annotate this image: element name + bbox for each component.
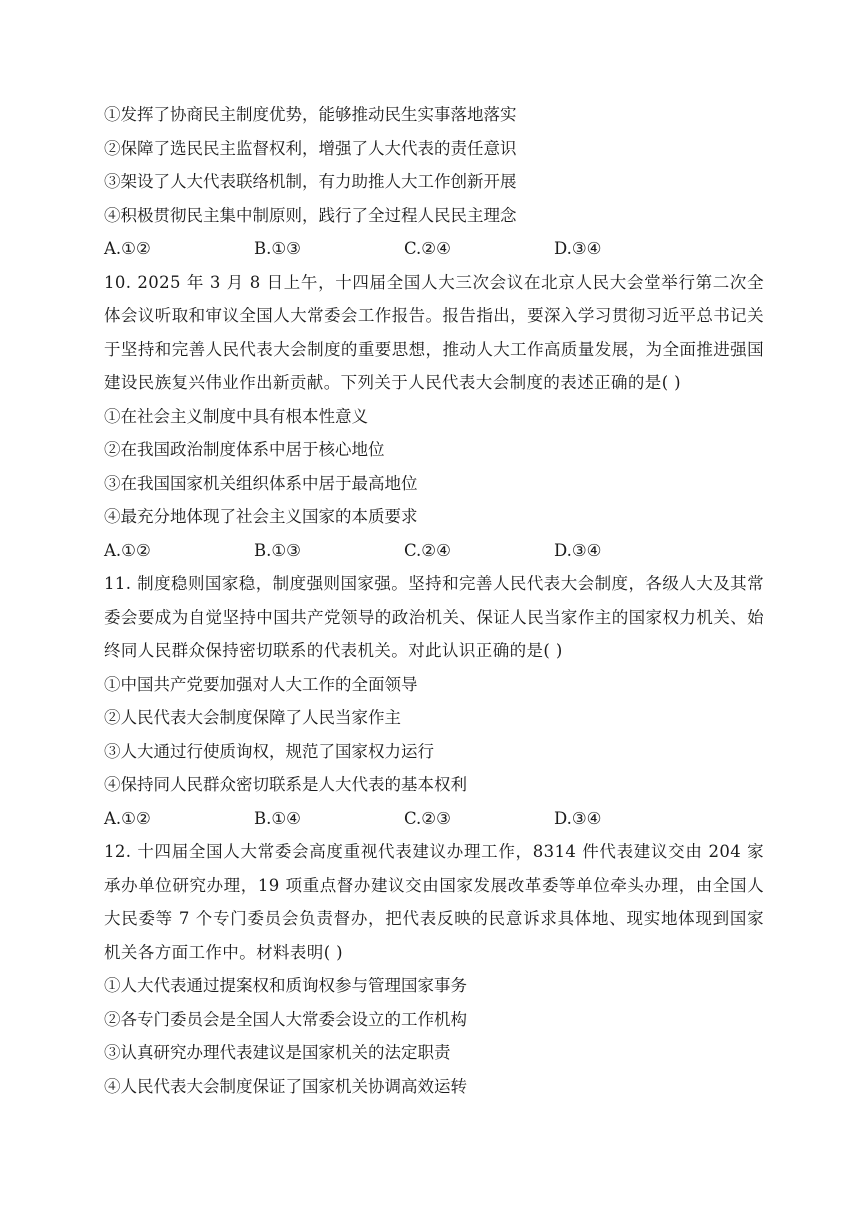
q9-option-2: ②保障了选民民主监督权利，增强了人大代表的责任意识 [104,138,517,158]
q9-option-1: ①发挥了协商民主制度优势，能够推动民生实事落地落实 [104,105,517,124]
q12-option-1: ①人大代表通过提案权和质询权参与管理国家事务 [104,976,467,995]
q12-option-2: ②各专门委员会是全国人大常委会设立的工作机构 [104,1009,467,1029]
q9-choice-d: D.③④ [554,239,602,258]
q11-choice-b: B.①④ [254,808,301,828]
q10-choice-c: C.②④ [404,540,451,560]
q10-choice-a: A.①② [104,540,151,560]
q12-option-3: ③认真研究办理代表建议是国家机关的法定职责 [104,1043,451,1062]
q10-option-1: ①在社会主义制度中具有根本性意义 [104,406,368,426]
q9-option-3: ③架设了人大代表联络机制，有力助推人大工作创新开展 [104,172,517,191]
exam-page [104,98,764,1103]
q10-option-3: ③在我国国家机关组织体系中居于最高地位 [104,473,418,493]
q11-stem: 11. 制度稳则国家稳，制度强则国家强。坚持和完善人民代表大会制度，各级人大及其常委会要成为自觉坚持中国共产党领导的政治机关、保证人民当家作主的国家权力机关、始终同人民群众保持密切联系的代表机关。对此认识正确的是( ) [104,574,764,660]
q10-choice-b: B.①③ [254,540,301,560]
q11-option-1: ①中国共产党要加强对人大工作的全面领导 [104,674,418,694]
q9-choice-a: A.①② [104,239,151,258]
q11-choice-d: D.③④ [554,808,602,828]
q11-choice-a: A.①② [104,808,151,828]
q9-option-4: ④积极贯彻民主集中制原则，践行了全过程人民民主理念 [104,205,517,225]
question-9 [104,98,764,266]
q11-option-2: ②人民代表大会制度保障了人民当家作主 [104,708,401,727]
question-12 [104,835,764,1103]
q10-choice-d: D.③④ [554,540,602,560]
q12-option-4: ④人民代表大会制度保证了国家机关协调高效运转 [104,1076,467,1096]
q11-option-3: ③人大通过行使质询权，规范了国家权力运行 [104,741,434,761]
q10-option-2: ②在我国政治制度体系中居于核心地位 [104,440,385,459]
q10-option-4: ④最充分地体现了社会主义国家的本质要求 [104,507,418,526]
q11-choices [104,802,764,836]
q10-choices [104,534,764,568]
q11-choice-c: C.②③ [404,808,451,828]
q9-choices [104,232,764,266]
q9-choice-b: B.①③ [254,239,301,258]
q12-stem: 12. 十四届全国人大常委会高度重视代表建议办理工作，8314 件代表建议交由 204 家承办单位研究办理，19 项重点督办建议交由国家发展改革委等单位牵头办理，由全国人大民委等 7 个专门委员会负责督办，把代表反映的民意诉求具体地、现实地体现到国家机关各方面工作中。材料表明( ) [104,842,764,962]
q10-stem: 10. 2025 年 3 月 8 日上午，十四届全国人大三次会议在北京人民大会堂举行第二次全体会议听取和审议全国人大常委会工作报告。报告指出，要深入学习贯彻习近平总书记关于坚持和完善人民代表大会制度的重要思想，推动人大工作高质量发展，为全面推进强国建设民族复兴伟业作出新贡献。下列关于人民代表大会制度的表述正确的是( ) [104,272,764,392]
question-10 [104,266,764,568]
q9-choice-c: C.②④ [404,239,451,258]
q11-option-4: ④保持同人民群众密切联系是人大代表的基本权利 [104,775,467,794]
question-11 [104,567,764,835]
